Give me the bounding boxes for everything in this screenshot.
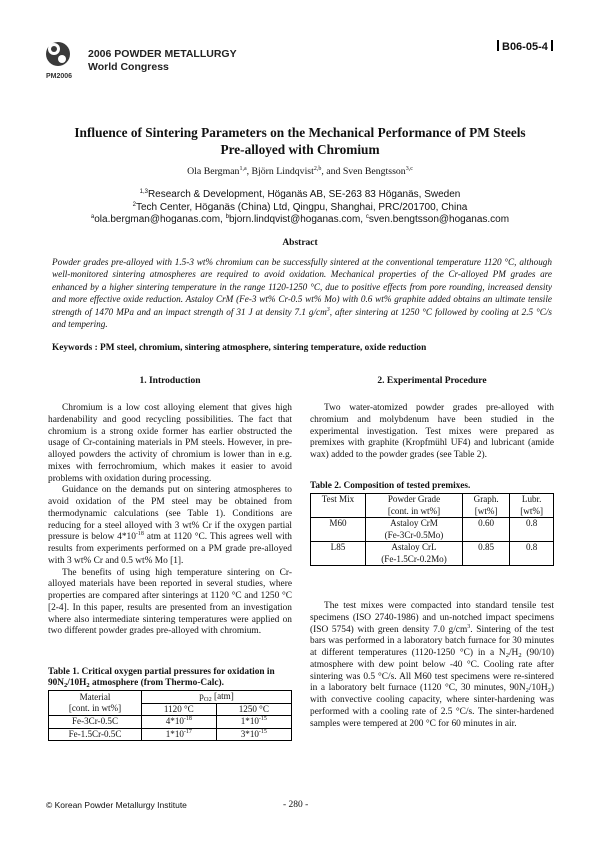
t1-h-wt: [cont. in wt%] [68,703,122,713]
intro-paragraph-3: The benefits of using high temperature sintering on Cr-alloyed materials have been reported in several studies, where properties are compared after sinterings at 1120 °C and 1250 °C [2-4]. In this paper, results are presented from an investigation where also intermediate sintering temperatures were applied on two different powder grades pre-alloyed with chromium. [48,567,292,637]
intro-p2-sup: -18 [135,531,144,538]
paper-id-text: B06-05-4 [502,41,548,53]
table-cell [142,716,217,729]
t1-cap-a: Table 1. Critical oxygen partial pressures for oxidation in 90N [48,667,275,689]
cell-value: 1*10 [165,728,184,739]
footer-copyright: © Korean Powder Metallurgy Institute [46,800,187,810]
experimental-paragraph-1: Two water-atomized powder grades pre-alloyed with chromium and molybdenum have been studied in the experimental investigation. Test mixes were prepared as premixes with graphite (Kropfmühl UF4) and lubricant (amide wax) added to the powder grades (see Table 2). [310,403,554,460]
table-row [49,728,292,741]
paper-title [40,124,560,158]
table-header-lubricant [510,494,554,518]
table-cell [142,728,217,741]
table-cell [366,542,463,566]
section-experimental-heading: 2. Experimental Procedure [377,376,487,386]
cell-value: 3*10 [240,728,259,739]
cell-exp: -17 [183,728,192,735]
table-row [311,494,554,518]
email-2-sup: b [225,214,229,220]
affiliations [40,189,560,227]
title-line-1: Influence of Sintering Parameters on the Mechanical Performance of PM Steels [74,125,526,140]
email-1: ola.bergman@hoganas.com, [94,214,226,225]
emails [40,214,560,227]
affiliation-1-sup: 1,3 [139,189,148,195]
exp-p2-e: /10H [528,683,548,694]
table-header-material [49,691,142,716]
t1-h-material: Material [79,691,111,702]
author-1: Ola Bergman [187,166,240,177]
cell-exp: -15 [258,728,267,735]
t2-h1: Test Mix [321,494,355,504]
title-line-2: Pre-alloyed with Chromium [220,142,380,157]
table-cell: Fe-1.5Cr-0.5C [49,728,142,741]
exp-p2-sup: 3 [467,623,471,630]
paper-id-bar-right [551,40,553,51]
author-2-sup: 2,b [313,166,322,172]
t1-cap-s1: 2 [64,682,68,690]
logo-text: PM2006 [46,73,73,80]
grade-composition: (Fe-1.5Cr-0.2Mo) [381,553,447,564]
table-row [311,542,554,566]
exp-p2-a: The test mixes were compacted into standard tensile test specimens (ISO 2740-1986) and un-notched impact specimens (ISO 5754) with green density 7.0 g/cm [310,601,554,635]
t2-h4a: Lubr. [521,494,542,504]
cell-exp: -18 [183,716,192,722]
cell-exp: -15 [258,716,267,722]
table-2 [310,493,554,566]
email-1-sup: a [90,214,95,220]
page-number: - 280 - [283,800,309,810]
experimental-paragraph-2 [310,601,554,730]
table-cell [366,518,463,542]
t1-h-atm: [atm] [211,691,234,701]
table-1-caption [48,667,292,689]
exp-p2-c: /H [508,648,519,658]
email-3-sup: c [365,214,369,220]
affiliation-2-sup: 2 [132,201,136,208]
t1-cap-s2: 2 [86,682,90,690]
author-1-sup: 1,a [239,166,247,172]
table-header-1250: 1250 °C [216,703,291,716]
conference-line-2: World Congress [88,61,169,73]
table-cell: Fe-3Cr-0.5C [49,716,142,729]
table-cell: L85 [311,542,366,566]
table-header-graphite [463,494,510,518]
exp-p2-s1: 2 [505,652,509,659]
cell-value: 4*10 [165,716,184,726]
t1-cap-b: /10H [67,678,87,689]
abstract-end: , after sintering at 1250 °C followed by cooling at 2.5 °C/s and tempering. [52,306,553,330]
t2-h3b: [wt%] [474,505,498,516]
email-3: sven.bengtsson@hoganas.com [368,214,510,225]
abstract-body: Powder grades pre-alloyed with 1.5-3 wt% chromium can be successfully sintered at the conventional temperature 1120 °C, although well-monitored sintering atmospheres are required to avoid oxidation. Mechanical properties of the Cr-alloyed PM grades are enhanced by a higher sintering temperature in the range 1120-1250 °C, due to positive effects from pore rounding, increased density and more effective oxide reduction. Astaloy CrM (Fe-3 wt% Cr-0.5 wt% Mo) with 0.6 wt% graphite added obtains an ultimate tensile strength of 1470 MPa and an impact strength of 31 J at density 7.1 g/cm [52,257,552,317]
intro-paragraph-2 [48,485,292,567]
t2-h2b: [cont. in wt%] [387,505,441,516]
table-header-grade [366,494,463,518]
authors [40,166,560,177]
table-1 [48,690,292,741]
table-cell: 0.8 [510,542,554,566]
left-column [48,376,292,638]
cell-value: 1*10 [240,716,259,726]
exp-p2-d: (90/10) atmosphere with dew point below -40 °C. Cooling rate after sintering was 0.5 °C/s. All M60 test specimens were re-sintered in a laboratory belt furnace (1120 °C, 30 minutes, 90N [310,648,554,694]
intro-p2-a: Guidance on the demands put on sintering atmospheres to avoid oxidation of the PM steel may be obtained from thermodynamic calculations (see Table 1). Conditions are reducing for a steel alloyed with 3 wt% Cr if the oxygen partial pressure is below 4*10 [48,485,292,543]
t2-h3a: Graph. [473,494,499,504]
table-cell [216,728,291,741]
affiliation-2 [40,202,560,215]
exp-p2-s2: 2 [518,652,522,659]
t1-h-p-sub: O2 [203,696,212,703]
exp-p2-s3: 2 [525,687,529,695]
abstract-heading: Abstract [282,238,318,248]
author-2: , Björn Lindqvist [246,166,314,177]
section-introduction-heading: 1. Introduction [139,376,201,386]
table-cell: M60 [311,518,366,542]
conference-line-1: 2006 POWDER METALLURGY [88,48,237,60]
table-row [49,691,292,704]
table-cell: 0.85 [463,542,510,566]
t2-h2a: Powder Grade [387,494,441,504]
conference-name [88,48,237,74]
paper-id-bar-left [497,40,499,51]
exp-p2-s4: 2 [547,687,551,695]
author-3: , and Sven Bengtsson [321,166,406,177]
table-2-caption: Table 2. Composition of tested premixes. [310,481,471,491]
table-row [49,716,292,729]
table-header-pressure [142,691,292,704]
table-header-1120: 1120 °C [142,703,217,716]
affiliation-1 [40,189,560,202]
pm2006-logo-icon [44,40,72,68]
table-cell: 0.8 [510,518,554,542]
right-column-lower [310,601,554,730]
table-header-mix [311,494,366,518]
grade-name: Astaloy CrL [391,542,437,552]
keywords: Keywords : PM steel, chromium, sintering atmosphere, sintering temperature, oxide reduction [52,343,427,353]
grade-name: Astaloy CrM [390,518,438,528]
author-3-sup: 3,c [405,166,413,172]
t1-cap-c: atmosphere (from Thermo-Calc). [89,678,224,689]
abstract-sup: 3 [326,306,330,313]
paper-id [494,40,556,53]
affiliation-1-text: Research & Development, Höganäs AB, SE-263 83 Höganäs, Sweden [147,189,461,200]
table-cell: 0.60 [463,518,510,542]
exp-p2-b: . Sintering of the test bars was performed in a laboratory batch furnace for 30 minutes at different temperatures (1120-1250 °C) in a N [310,624,554,658]
table-cell [216,716,291,729]
intro-p2-b: atm at 1120 °C. This agrees well with results from experiments performed on a PM grade pre-alloyed with 3 wt% Cr and 0.5 wt% Mo [1]. [48,532,292,566]
intro-paragraph-1: Chromium is a low cost alloying element that gives high hardenability and good recycling possibilities. The fact that chromium is a strong oxide former has earlier obstructed the usage of Cr-containing materials in PM steels. However, in pre-alloyed powders the activity of chromium is lower than in e.g. mixes with ferrochromium, which makes it easier to avoid problems with oxidation during processing. [48,403,292,484]
grade-composition: (Fe-3Cr-0.5Mo) [384,529,444,540]
abstract-text [52,256,552,330]
email-2: bjorn.lindqvist@hoganas.com, [228,214,366,225]
t1-h-p: p [199,691,204,701]
right-column [310,376,554,462]
affiliation-2-text: Tech Center, Höganäs (China) Ltd, Qingpu, Shanghai, PRC/201700, China [136,201,468,213]
t2-h4b: [wt%] [520,505,543,516]
table-row [311,518,554,542]
exp-p2-f: ) with convective cooling capacity, where sinter-hardening was performed with a cooling rate of 2.5 °C/s. The sinter-hardened samples were tempered at 200 °C for 60 minutes in air. [310,683,554,729]
